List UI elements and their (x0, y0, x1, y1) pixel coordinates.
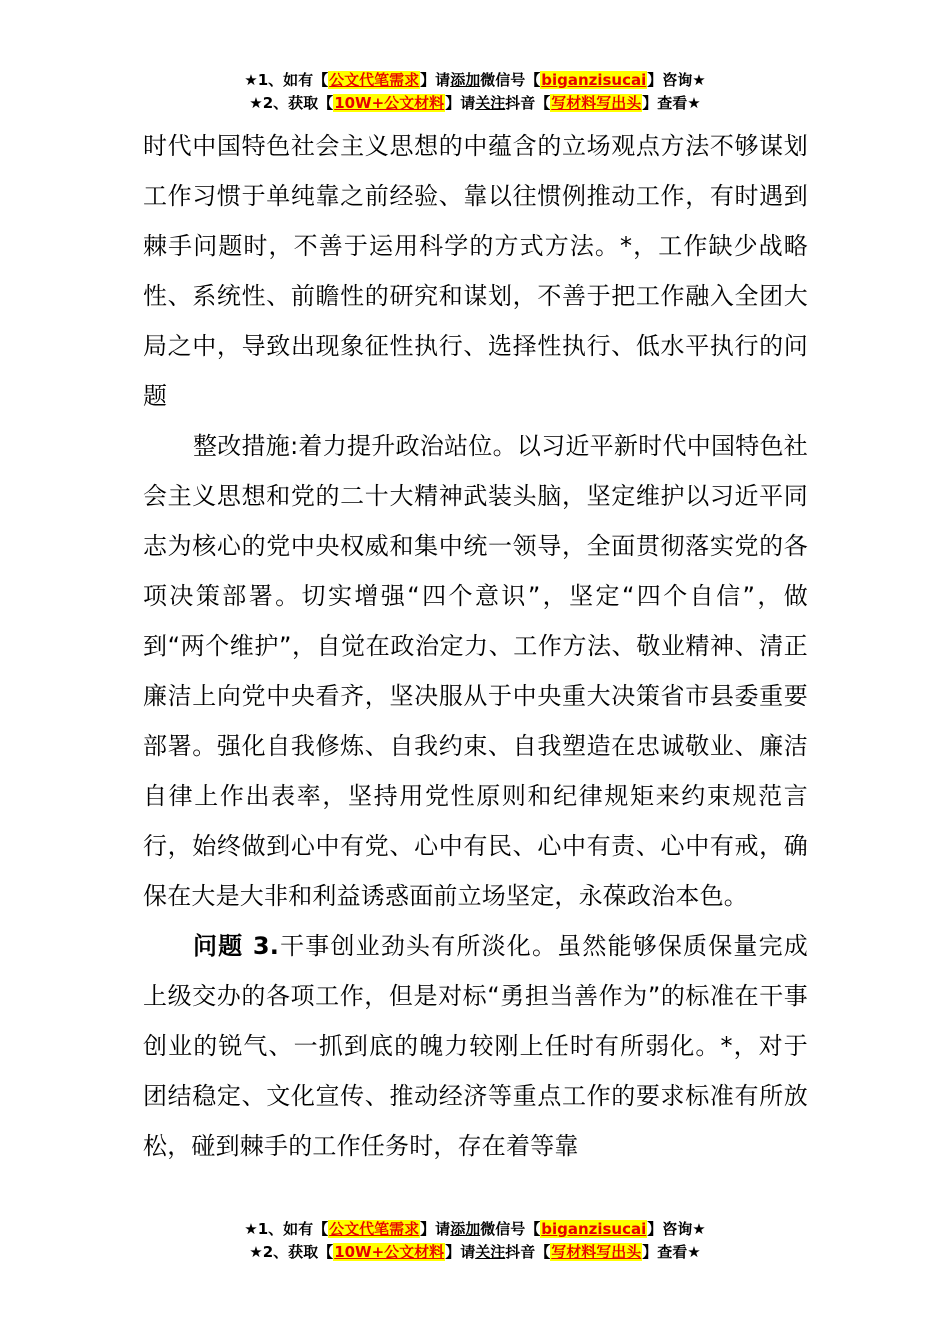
paragraph-problem-3 (143, 921, 808, 1171)
banner-text: 】咨询★ (647, 1220, 706, 1238)
banner-line-1 (0, 1218, 950, 1241)
banner-underline: 添加 (450, 71, 481, 89)
banner-underline: 关注 (475, 1243, 506, 1261)
banner-text: ★2、获取【 (249, 1243, 334, 1261)
banner-text: 】查看★ (642, 94, 701, 112)
problem-label: 问题 3. (193, 932, 280, 960)
banner-text: 】请 (445, 1243, 476, 1261)
banner-underline: 添加 (450, 1220, 481, 1238)
banner-text: 】请 (420, 71, 451, 89)
paragraph-continued: 时代中国特色社会主义思想的中蕴含的立场观点方法不够谋划工作习惯于单纯靠之前经验、靠以往惯例推动工作，有时遇到棘手问题时，不善于运用科学的方式方法。*，工作缺少战略性、系统性、前瞻性的研究和谋划，不善于把工作融入全团大局之中，导致出现象征性执行、选择性执行、低水平执行的问题 (143, 132, 808, 410)
banner-highlight: 写材料写出头 (551, 1243, 642, 1261)
banner-text: ★2、获取【 (249, 94, 334, 112)
banner-line-2 (0, 92, 950, 115)
paragraph-rectification: 整改措施:着力提升政治站位。以习近平新时代中国特色社会主义思想和党的二十大精神武装头脑，坚定维护以习近平同志为核心的党中央权威和集中统一领导，全面贯彻落实党的各项决策部署。切实增强“四个意识”，坚定“四个自信”，做到“两个维护”，自觉在政治定力、工作方法、敬业精神、清正廉洁上向党中央看齐，坚决服从于中央重大决策省市县委重要部署。强化自我修炼、自我约束、自我塑造在忠诚敬业、廉洁自律上作出表率，坚持用党性原则和纪律规矩来约束规范言行，始终做到心中有党、心中有民、心中有责、心中有戒，确保在大是大非和利益诱惑面前立场坚定，永葆政治本色。 (143, 432, 808, 910)
header-banner (0, 69, 950, 115)
document-body (143, 121, 808, 1171)
banner-text: 抖音【 (505, 94, 551, 112)
banner-line-2 (0, 1241, 950, 1264)
banner-text: 抖音【 (505, 1243, 551, 1261)
banner-text: ★1、如有【 (244, 71, 329, 89)
banner-text: 】请 (445, 94, 476, 112)
banner-text: ★1、如有【 (244, 1220, 329, 1238)
banner-highlight: 10W+公文材料 (334, 1243, 445, 1261)
banner-highlight: 公文代笔需求 (329, 1220, 420, 1238)
banner-line-1 (0, 69, 950, 92)
banner-text: 微信号【 (480, 71, 541, 89)
banner-highlight: 写材料写出头 (551, 94, 642, 112)
banner-highlight: 公文代笔需求 (329, 71, 420, 89)
banner-text: 】咨询★ (647, 71, 706, 89)
footer-banner (0, 1218, 950, 1264)
banner-highlight: 10W+公文材料 (334, 94, 445, 112)
banner-text: 】请 (420, 1220, 451, 1238)
banner-highlight: biganzisucai (541, 1220, 647, 1238)
banner-underline: 关注 (475, 94, 506, 112)
problem-text: 干事创业劲头有所淡化。虽然能够保质保量完成上级交办的各项工作，但是对标“勇担当善作为”的标准在干事创业的锐气、一抓到底的魄力较刚上任时有所弱化。*，对于团结稳定、文化宣传、推动经济等重点工作的要求标准有所放松，碰到棘手的工作任务时，存在着等靠 (143, 932, 808, 1160)
banner-highlight: biganzisucai (541, 71, 647, 89)
banner-text: 微信号【 (480, 1220, 541, 1238)
banner-text: 】查看★ (642, 1243, 701, 1261)
